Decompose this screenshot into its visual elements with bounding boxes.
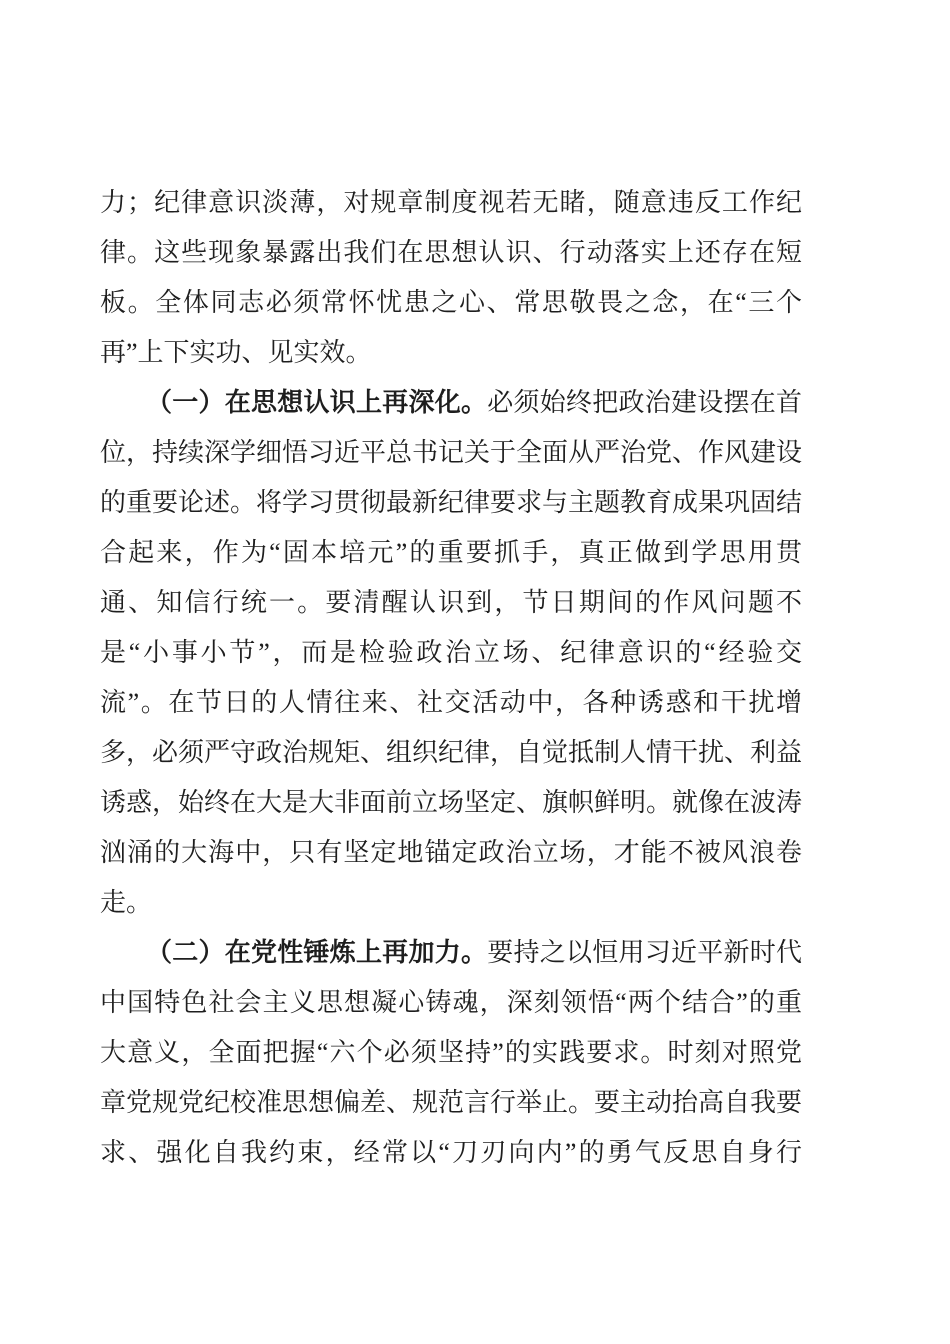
text-line xyxy=(100,578,802,628)
text-segment: 通、知信行统一。要清醒认识到，节日期间的作风问题不 xyxy=(100,588,802,617)
text-line xyxy=(100,278,802,328)
text-segment: 汹涌的大海中，只有坚定地锚定政治立场，才能不被风浪卷 xyxy=(100,838,802,867)
text-segment: 中国特色社会主义思想凝心铸魂，深刻领悟“两个结合”的重 xyxy=(100,988,802,1017)
text-segment: 力；纪律意识淡薄，对规章制度视若无睹，随意违反工作纪 xyxy=(100,188,802,217)
text-segment: 流”。在节日的人情往来、社交活动中，各种诱惑和干扰增 xyxy=(100,688,802,717)
text-segment: 再”上下实功、见实效。 xyxy=(100,338,372,367)
bold-lead-text: （二）在党性锤炼上再加力。 xyxy=(146,938,488,967)
text-segment: 必须始终把政治建设摆在首 xyxy=(487,388,802,417)
text-line xyxy=(100,628,802,678)
text-line xyxy=(100,328,802,378)
text-line xyxy=(100,428,802,478)
text-line xyxy=(100,728,802,778)
text-line xyxy=(100,178,802,228)
text-line xyxy=(100,1078,802,1128)
text-segment: 位，持续深学细悟习近平总书记关于全面从严治党、作风建设 xyxy=(100,438,802,467)
text-line xyxy=(100,878,802,928)
text-segment: 求、强化自我约束，经常以“刀刃向内”的勇气反思自身行 xyxy=(100,1138,802,1167)
text-segment: 大意义，全面把握“六个必须坚持”的实践要求。时刻对照党 xyxy=(100,1038,802,1067)
paragraph-continuation xyxy=(100,178,802,378)
text-line xyxy=(100,1128,802,1178)
text-segment: 是“小事小节”，而是检验政治立场、纪律意识的“经验交 xyxy=(100,638,802,667)
text-line xyxy=(100,928,802,978)
paragraph-section-two xyxy=(100,928,802,1178)
text-segment: 多，必须严守政治规矩、组织纪律，自觉抵制人情干扰、利益 xyxy=(100,738,802,767)
text-line xyxy=(100,778,802,828)
text-segment: 合起来，作为“固本培元”的重要抓手，真正做到学思用贯 xyxy=(100,538,802,567)
text-segment: 律。这些现象暴露出我们在思想认识、行动落实上还存在短 xyxy=(100,238,802,267)
text-line xyxy=(100,678,802,728)
document-body xyxy=(100,178,802,1178)
text-segment: 板。全体同志必须常怀忧患之心、常思敬畏之念，在“三个 xyxy=(100,288,802,317)
text-line xyxy=(100,478,802,528)
text-segment: 诱惑，始终在大是大非面前立场坚定、旗帜鲜明。就像在波涛 xyxy=(100,788,802,817)
text-line xyxy=(100,228,802,278)
text-line xyxy=(100,828,802,878)
text-line xyxy=(100,528,802,578)
text-line xyxy=(100,1028,802,1078)
text-segment: 的重要论述。将学习贯彻最新纪律要求与主题教育成果巩固结 xyxy=(100,488,802,517)
text-segment: 章党规党纪校准思想偏差、规范言行举止。要主动抬高自我要 xyxy=(100,1088,802,1117)
text-segment: 走。 xyxy=(100,888,153,917)
bold-lead-text: （一）在思想认识上再深化。 xyxy=(146,388,488,417)
text-line xyxy=(100,378,802,428)
text-line xyxy=(100,978,802,1028)
text-segment: 要持之以恒用习近平新时代 xyxy=(487,938,802,967)
paragraph-section-one xyxy=(100,378,802,928)
